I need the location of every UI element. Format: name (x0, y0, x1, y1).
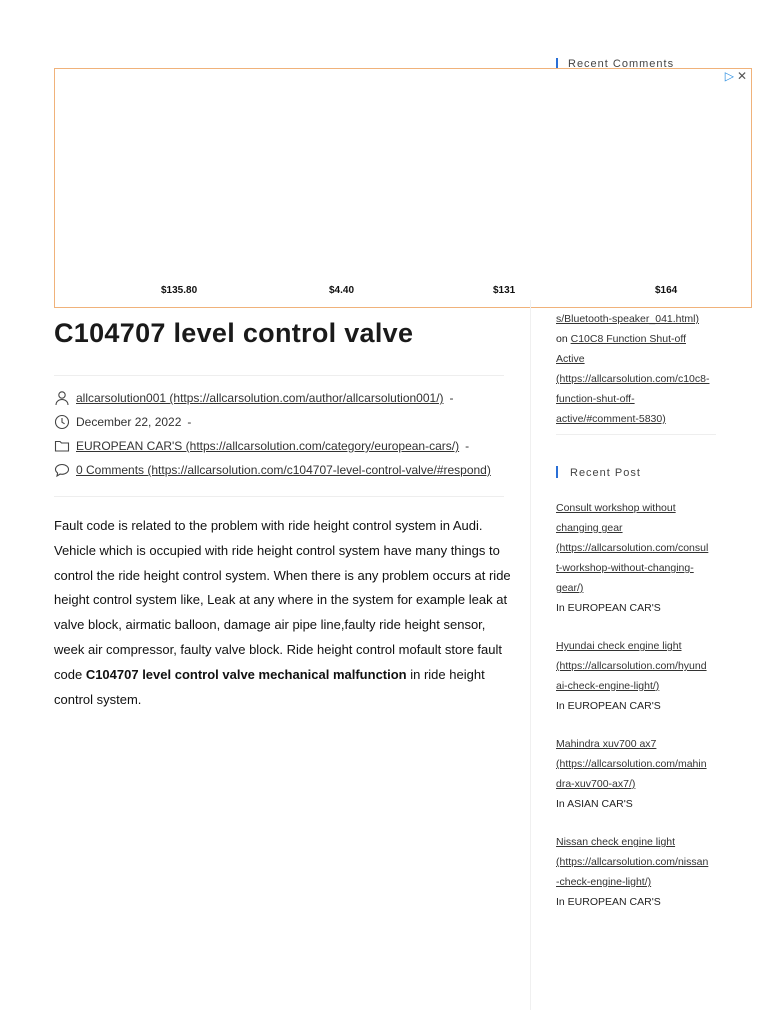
ad-choices-icon[interactable]: ▷ (724, 69, 734, 83)
ad-price[interactable]: $4.40 (329, 285, 355, 296)
ad-price[interactable]: $131 (493, 285, 516, 296)
comment-author-link[interactable]: s/Bluetooth-speaker_041.html) (556, 313, 699, 325)
meta-separator: - (465, 439, 470, 453)
post-meta (54, 388, 491, 484)
sidebar-divider (530, 300, 531, 1010)
ad-price[interactable]: $135.80 (161, 285, 198, 296)
ad-price[interactable]: $164 (655, 285, 678, 296)
comment-on-word: on (556, 333, 568, 345)
meta-comments-row (54, 460, 491, 484)
recent-post-link[interactable]: (https://allcarsolution.com/mahin (556, 758, 707, 770)
recent-post-link[interactable]: Nissan check engine light (556, 836, 676, 848)
recent-post-heading: Recent Post (556, 466, 641, 479)
recent-post-category: In EUROPEAN CAR'S (556, 602, 661, 614)
recent-post-category: In EUROPEAN CAR'S (556, 896, 661, 908)
list-item (556, 498, 718, 618)
recent-post-link[interactable]: dra-xuv700-ax7/) (556, 778, 636, 790)
body-text: Fault code is related to the problem with ride height control system in Audi. Vehicle which is occupied with ride height control system have many things to control the ride height control system. When there is any problem occurs at ride height control system like, Leak at any where in the system for example leak at valve block, airmatic balloon, damage air pipe line,faulty ride height sensor, week air compressor, faulty valve block. Ride height control mofault store fault code (54, 518, 511, 682)
title-divider (54, 375, 504, 376)
recent-post-link[interactable]: gear/) (556, 582, 584, 594)
recent-post-list (556, 498, 718, 930)
clock-icon (54, 414, 70, 430)
meta-separator: - (187, 415, 192, 429)
page-title: C104707 level control valve (54, 318, 414, 348)
list-item (556, 734, 718, 814)
author-link[interactable]: allcarsolution001 (https://allcarsolution.com/author/allcarsolution001/) (76, 391, 444, 405)
recent-post-link[interactable]: Consult workshop without (556, 502, 676, 514)
post-date: December 22, 2022 (76, 415, 182, 429)
recent-post-link[interactable]: (https://allcarsolution.com/nissan (556, 856, 709, 868)
recent-post-link[interactable]: ai-check-engine-light/) (556, 680, 660, 692)
sidebar-separator (556, 434, 716, 435)
fault-code-highlight: C104707 level control valve mechanical malfunction (85, 666, 407, 682)
close-icon[interactable]: ✕ (736, 69, 747, 83)
ad-controls[interactable] (722, 69, 747, 83)
comment-post-link[interactable]: (https://allcarsolution.com/c10c8- (556, 373, 710, 385)
meta-separator: - (449, 391, 454, 405)
recent-comments-heading: Recent Comments (556, 58, 674, 68)
meta-category-row (54, 436, 491, 460)
ad-price-row (55, 285, 679, 299)
recent-post-link[interactable]: t-workshop-without-changing- (556, 562, 694, 574)
folder-icon (54, 438, 70, 454)
recent-post-link[interactable]: (https://allcarsolution.com/hyund (556, 660, 707, 672)
comment-post-link[interactable]: C10C8 Function Shut-off (570, 333, 686, 345)
comment-post-link[interactable]: active/#comment-5830) (556, 413, 666, 425)
meta-date-row (54, 412, 491, 436)
recent-post-link[interactable]: Hyundai check engine light (556, 640, 682, 652)
comment-post-link[interactable]: Active (556, 353, 585, 365)
body-text: in ride height control system. (54, 666, 485, 707)
category-link[interactable]: EUROPEAN CAR'S (https://allcarsolution.com/category/european-cars/) (76, 439, 460, 453)
list-item (556, 636, 718, 716)
recent-post-link[interactable]: (https://allcarsolution.com/consul (556, 542, 709, 554)
recent-post-category: In EUROPEAN CAR'S (556, 700, 661, 712)
list-item (556, 832, 718, 912)
recent-comment-entry (556, 309, 716, 429)
comment-on-line (556, 329, 716, 349)
comments-link[interactable]: 0 Comments (https://allcarsolution.com/c104707-level-control-valve/#respond) (76, 463, 491, 477)
recent-post-link[interactable]: changing gear (556, 522, 623, 534)
recent-post-category: In ASIAN CAR'S (556, 798, 633, 810)
meta-author-row (54, 388, 491, 412)
ad-banner[interactable] (54, 68, 752, 308)
comment-post-link[interactable]: function-shut-off- (556, 393, 635, 405)
recent-post-link[interactable]: Mahindra xuv700 ax7 (556, 738, 657, 750)
meta-divider (54, 496, 504, 497)
comment-icon (54, 462, 70, 478)
article-body (54, 514, 514, 712)
recent-post-link[interactable]: -check-engine-light/) (556, 876, 652, 888)
user-icon (54, 390, 70, 406)
